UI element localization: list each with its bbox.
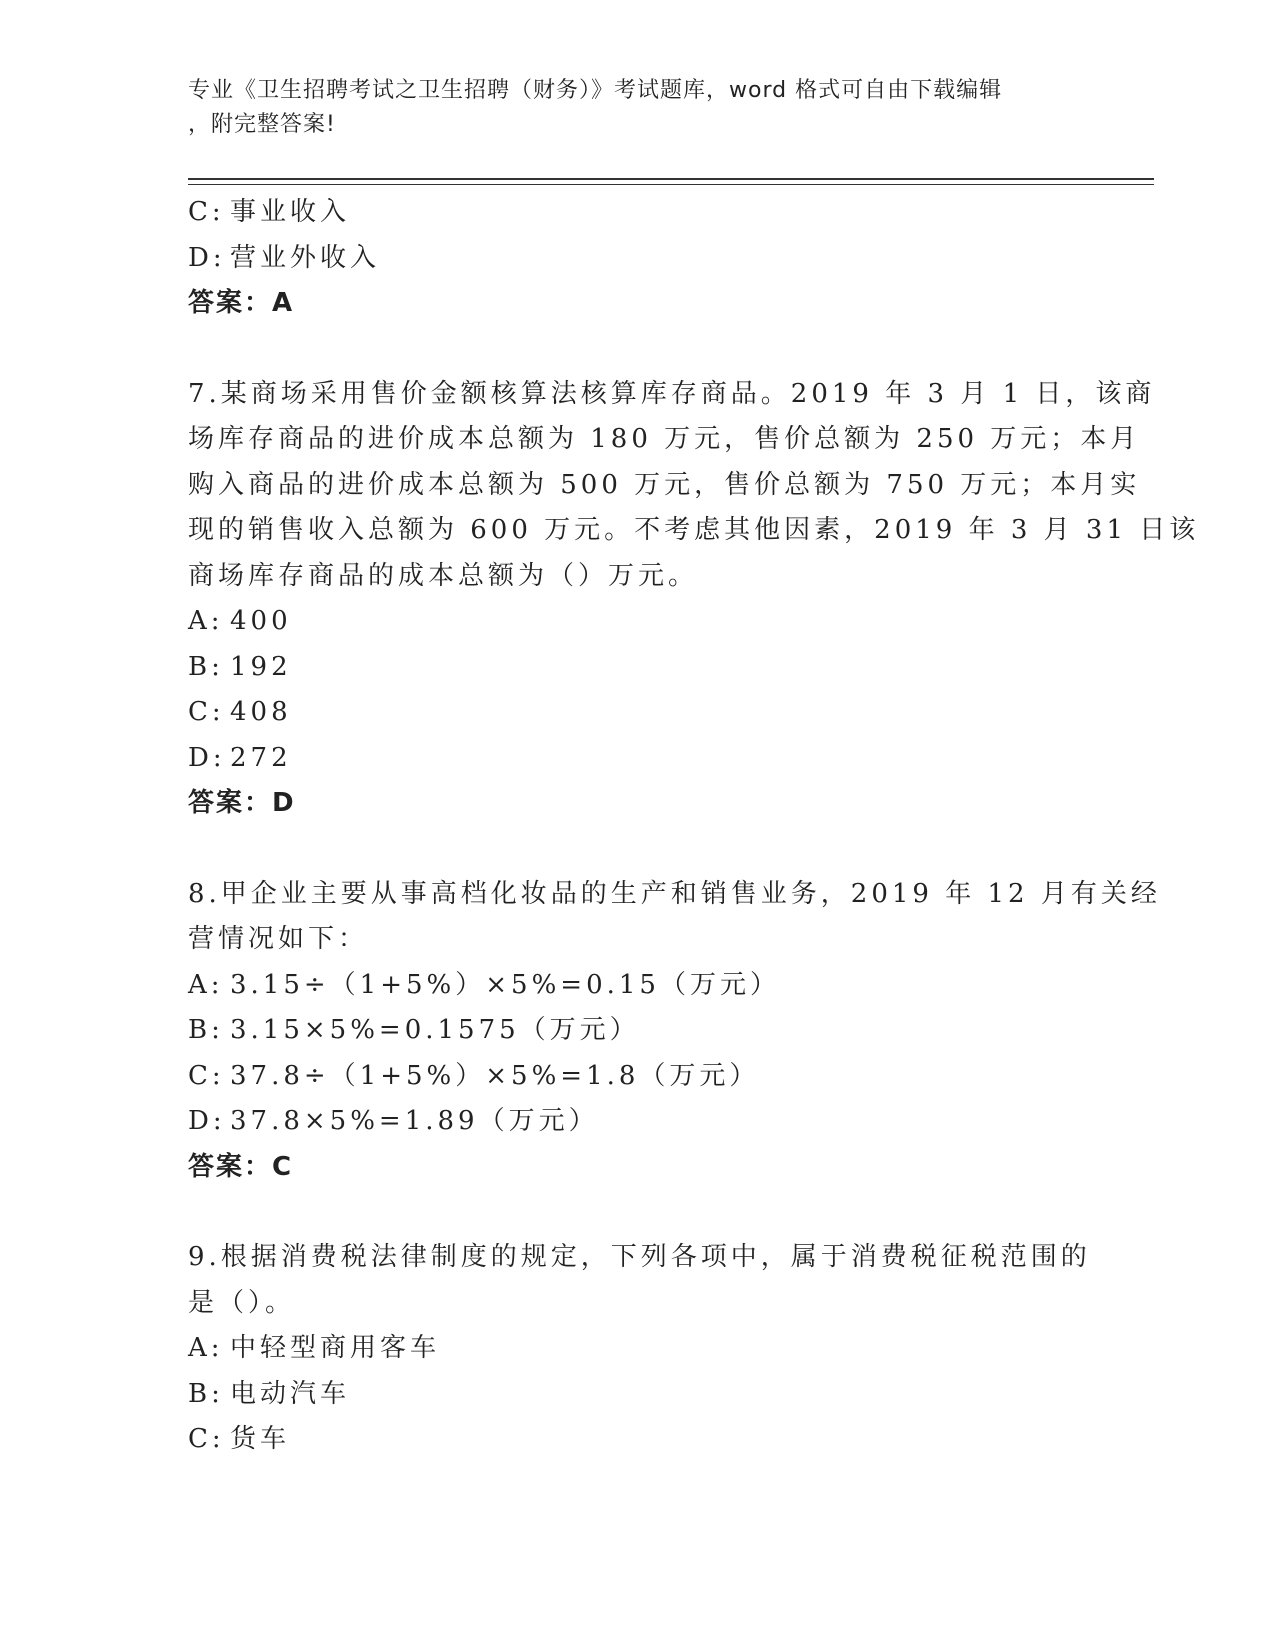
question-stem	[188, 372, 1200, 600]
option-b: B: 192	[188, 651, 292, 682]
question-stem	[188, 872, 1161, 963]
option-a: A: 中轻型商用客车	[188, 1333, 441, 1363]
stem-line: 营情况如下：	[188, 924, 369, 954]
header-line-1: 专业《卫生招聘考试之卫生招聘（财务）》考试题库，word 格式可自由下载编辑	[188, 78, 1003, 103]
stem-line: 7.某商场采用售价金额核算法核算库存商品。2019 年 3 月 1 日，该商	[188, 378, 1156, 409]
option-c: C: 408	[188, 697, 292, 727]
answer-line: 答案：A	[188, 288, 295, 318]
answer-line: 答案：D	[188, 788, 296, 818]
header-line-2: ，附完整答案!	[188, 112, 336, 137]
stem-line: 商场库存商品的成本总额为（）万元。	[188, 560, 699, 591]
option-b: B: 3.15×5%=0.1575（万元）	[188, 1015, 640, 1045]
question-7	[188, 372, 1200, 827]
question-8	[188, 872, 1161, 1191]
option-d: D: 37.8×5%=1.89（万元）	[188, 1106, 599, 1136]
stem-line: 是（）。	[188, 1287, 296, 1318]
answer-line: 答案：C	[188, 1151, 294, 1182]
option-a: A: 400	[188, 606, 292, 636]
stem-line: 现的销售收入总额为 600 万元。不考虑其他因素，2019 年 3 月 31 日该	[188, 515, 1200, 545]
question-content	[188, 190, 1200, 1463]
question-9	[188, 1235, 1091, 1463]
document-header	[188, 74, 1068, 142]
option-d: D: 营业外收入	[188, 242, 381, 273]
header-divider-thick	[188, 178, 1154, 180]
stem-line: 9.根据消费税法律制度的规定，下列各项中，属于消费税征税范围的	[188, 1242, 1091, 1272]
option-c: C: 货车	[188, 1424, 291, 1454]
option-c: C: 37.8÷（1+5%）×5%=1.8（万元）	[188, 1060, 760, 1091]
option-c: C: 事业收入	[188, 197, 351, 227]
option-d: D: 272	[188, 742, 292, 773]
stem-line: 购入商品的进价成本总额为 500 万元，售价总额为 750 万元；本月实	[188, 469, 1141, 500]
option-b: B: 电动汽车	[188, 1378, 351, 1409]
question-6-tail	[188, 190, 1088, 327]
stem-line: 场库存商品的进价成本总额为 180 万元，售价总额为 250 万元；本月	[188, 424, 1141, 454]
header-divider-thin	[188, 184, 1154, 185]
stem-line: 8.甲企业主要从事高档化妆品的生产和销售业务，2019 年 12 月有关经	[188, 878, 1161, 909]
question-stem	[188, 1235, 1091, 1326]
option-a: A: 3.15÷（1+5%）×5%=0.15（万元）	[188, 969, 780, 1000]
